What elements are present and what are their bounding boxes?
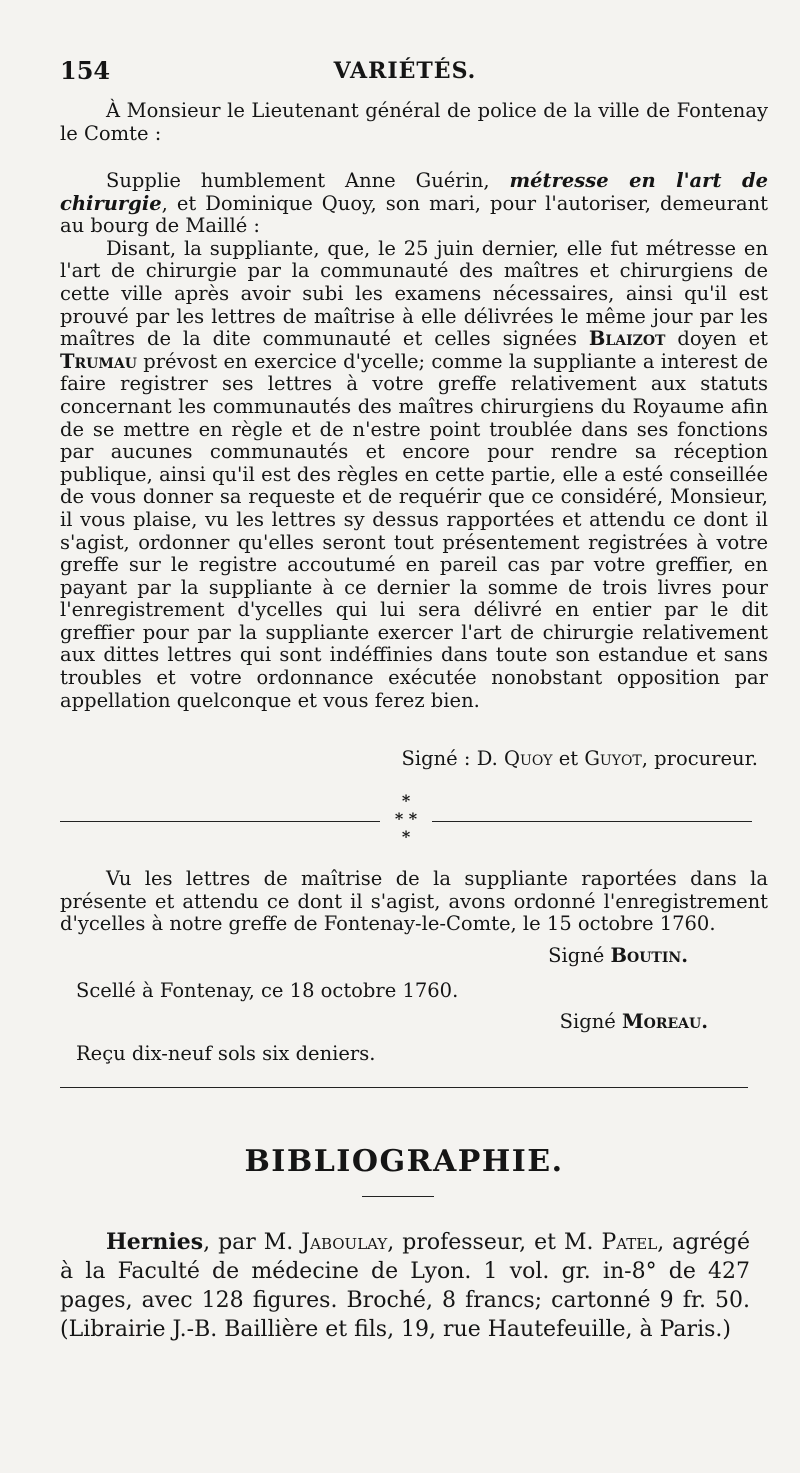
signature-moreau — [60, 1011, 708, 1034]
signature-suffix: , procureur. — [641, 747, 758, 770]
signature-name-guyot: Guyot — [584, 747, 642, 770]
bibliography-title: BIBLIOGRAPHIE. — [244, 1144, 564, 1179]
signature-name-quoy: Quoy — [504, 747, 553, 770]
body-part-1: Disant, la suppliante, que, le 25 juin dernier, elle fut métresse en l'art de chirurgie par la communauté des maîtres et chirurgiens de cette ville après avoir subi les examens nécessaires, ainsi qu'il est prouvé par les lettres de maîtrise à elle délivrées le même jour par les maîtres de la dite communauté et celles signées — [60, 236, 768, 351]
sign-moreau-prefix: Signé — [559, 1010, 623, 1033]
petition-body — [60, 238, 768, 712]
sign-moreau-name: Moreau. — [622, 1010, 708, 1033]
signature-line — [60, 748, 768, 771]
asterism-separator — [60, 792, 752, 852]
entry-part-1: , par M. — [203, 1230, 302, 1255]
page-number: 154 — [60, 56, 111, 85]
sealed-line: Scellé à Fontenay, ce 18 octobre 1760. — [76, 979, 459, 1002]
author-patel: Patel — [601, 1230, 658, 1255]
entry-part-3: , agrégé à la Faculté de médecine de Lyon. 1 vol. gr. in-8° de 427 pages, avec 128 figures. Broché, 8 francs; cartonné 9 fr. 50. (Librairie J.-B. Baillière et fils, 19, rue Hautefeuille, à Paris.) — [60, 1230, 750, 1342]
petition-signature — [60, 748, 768, 771]
separator-line-left — [60, 821, 380, 822]
signature-prefix: Signé : D. — [401, 747, 505, 770]
decision-paragraph — [60, 868, 768, 936]
author-jaboulay: Jaboulay — [301, 1230, 388, 1255]
received-line: Reçu dix-neuf sols six deniers. — [76, 1042, 376, 1065]
name-blaizot: Blaizot — [588, 327, 666, 351]
asterism: * * * * — [394, 791, 418, 846]
body-part-2: doyen et — [665, 327, 768, 351]
entry-title: Hernies — [106, 1229, 204, 1255]
page-header — [60, 50, 750, 90]
opening-start: Supplie humblement Anne Guérin, — [106, 169, 510, 192]
separator-line-right — [432, 821, 752, 822]
signature-boutin — [60, 945, 688, 968]
sign-boutin-name: Boutin. — [610, 944, 688, 967]
name-trumau: Trumau — [60, 349, 137, 373]
title-underline — [362, 1196, 434, 1197]
petition-opening — [60, 170, 768, 238]
running-head: VARIÉTÉS. — [333, 58, 477, 84]
bibliography-entry-text — [60, 1228, 750, 1344]
bibliography-entry — [60, 1228, 750, 1344]
decision-text: Vu les lettres de maîtrise de la suppliante raportées dans la présente et attendu ce dont il s'agist, avons ordonné l'enregistrement d'ycelles à notre greffe de Fontenay-le-Comte, le 15 octobre 1760. — [60, 867, 768, 936]
address-text: À Monsieur le Lieutenant général de police de la ville de Fontenay le Comte : — [60, 99, 768, 145]
address-paragraph — [60, 100, 768, 145]
sign-boutin-prefix: Signé — [548, 944, 611, 967]
entry-part-2: , professeur, et M. — [387, 1230, 602, 1255]
opening-end: , et Dominique Quoy, son mari, pour l'autoriser, demeurant au bourg de Maillé : — [60, 191, 768, 238]
signature-middle: et — [552, 747, 585, 770]
body-part-3: prévost en exercice d'ycelle; comme la suppliante a interest de faire registrer ses lettres à votre greffe relativement aux statuts concernant les communautés des maîtres chirurgiens du Royaume afin de se mettre en règle et de n'estre point troublée dans ses fonctions par aucunes communautés et encore pour rendre sa réception publique, ainsi qu'il est des règles en cette partie, elle a esté conseillée de vous donner sa requeste et de requérir que ce considéré, Monsieur, il vous plaise, vu les lettres sy dessus rapportées et attendu ce dont il s'agist, ordonner qu'elles seront tout présentement registrées à votre greffe sur le registre accoutumé en pareil cas par votre greffier, en payant par la suppliante à ce dernier la somme de trois livres pour l'enregistrement d'ycelles qui lui sera délivré en entier par le dit greffier pour par la suppliante exercer l'art de chirurgie relativement aux dittes lettres qui sont indéffinies dans toute son estandue et sans troubles et votre ordonnance exécutée nonobstant opposition par appellation quelconque et vous ferez bien. — [60, 349, 768, 712]
opening-italic: métresse en l'art de chirurgie — [60, 169, 768, 215]
petition-section — [60, 170, 768, 712]
section-rule — [60, 1087, 748, 1088]
